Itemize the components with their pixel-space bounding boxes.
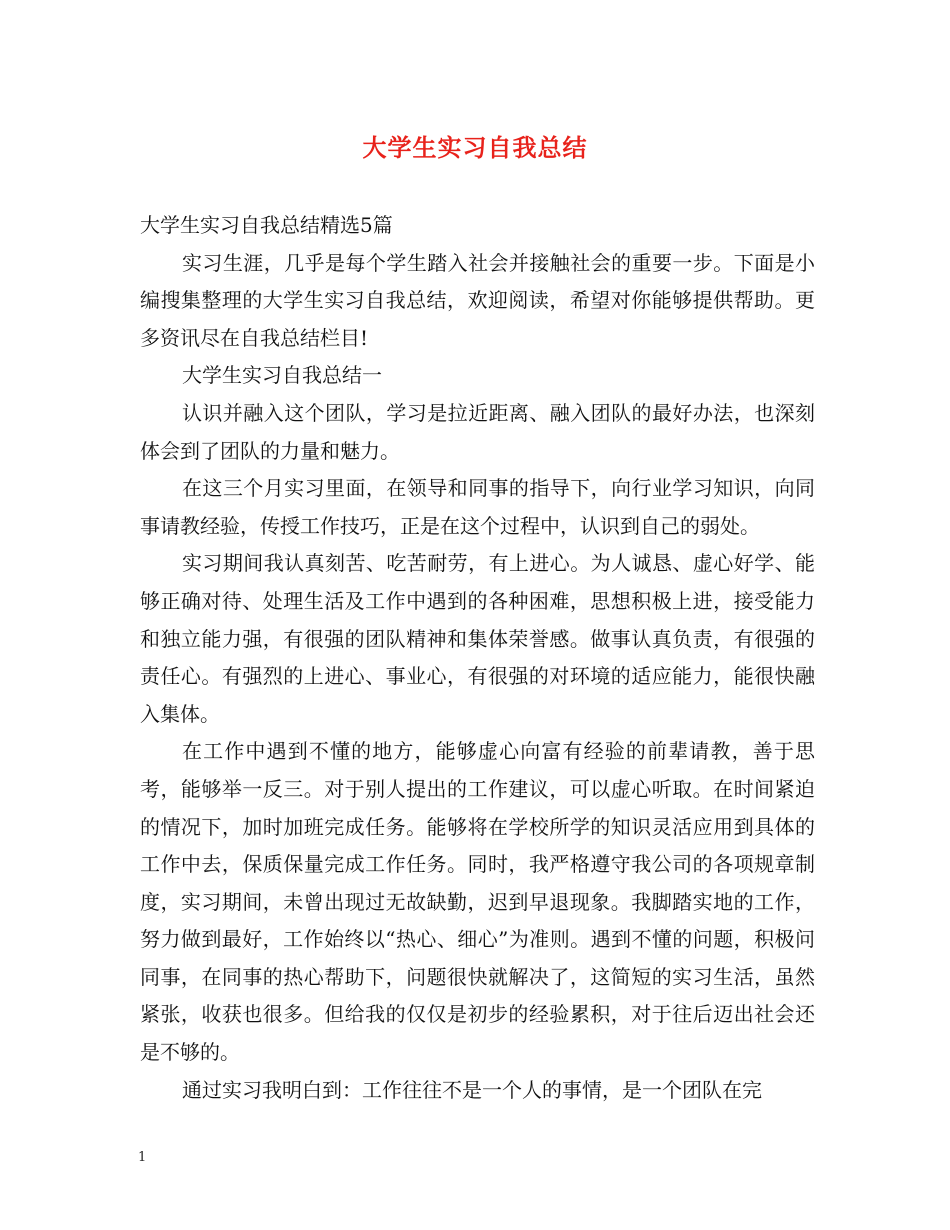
paragraph: 通过实习我明白到：工作往往不是一个人的事情，是一个团队在完 <box>182 1077 762 1102</box>
page-number: 1 <box>138 1150 147 1165</box>
paragraph: 在工作中遇到不懂的地方，能够虚心向富有经验的前辈请教，善于思考，能够举一反三。对于别人提出的工作建议，可以虚心听取。在时间紧迫的情况下，加时加班完成任务。能够将在学校所学的知识灵活应用到具体的工作中去，保质保量完成工作任务。同时，我严格遵守我公司的各项规章制度，实习期间，未曾出现过无故缺勤，迟到早退现象。我脚踏实地的工作，努力做到最好，工作始终以“热心、细心”为准则。遇到不懂的问题，积极问同事，在同事的热心帮助下，问题很快就解决了，这简短的实习生活，虽然紧张，收获也很多。但给我的仅仅是初步的经验累积，对于往后迈出社会还是不够的。 <box>140 739 815 1065</box>
document-title: 大学生实习自我总结 <box>362 133 588 162</box>
paragraph: 认识并融入这个团队，学习是拉近距离、融入团队的最好办法，也深刻体会到了团队的力量和魅力。 <box>140 400 815 463</box>
paragraph-intro: 实习生涯，几乎是每个学生踏入社会并接触社会的重要一步。下面是小编搜集整理的大学生实习自我总结，欢迎阅读，希望对你能够提供帮助。更多资讯尽在自我总结栏目! <box>140 250 815 350</box>
document-subtitle: 大学生实习自我总结精选5篇 <box>140 213 393 237</box>
section-heading: 大学生实习自我总结一 <box>182 363 382 388</box>
paragraph: 在这三个月实习里面，在领导和同事的指导下，向行业学习知识，向同事请教经验，传授工作技巧，正是在这个过程中，认识到自己的弱处。 <box>140 476 815 538</box>
document-body <box>140 207 815 1109</box>
paragraph: 实习期间我认真刻苦、吃苦耐劳，有上进心。为人诚恳、虚心好学、能够正确对待、处理生活及工作中遇到的各种困难，思想积极上进，接受能力和独立能力强，有很强的团队精神和集体荣誉感。做事认真负责，有很强的责任心。有强烈的上进心、事业心，有很强的对环境的适应能力，能很快融入集体。 <box>140 551 815 726</box>
